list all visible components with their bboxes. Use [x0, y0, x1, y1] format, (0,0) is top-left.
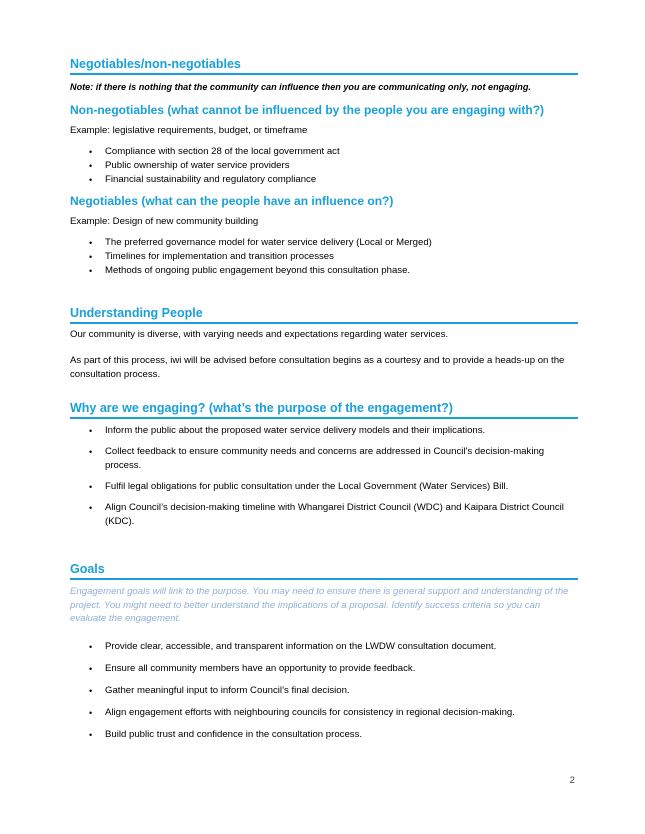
list-item: • Compliance with section 28 of the local government act [70, 145, 570, 159]
list-item: • Financial sustainability and regulatory compliance [70, 173, 570, 187]
understanding-paragraph-2: As part of this process, iwi will be advised before consultation begins as a courtesy and to provide a heads-up on the consultation process. [70, 355, 565, 380]
list-item: • Ensure all community members have an opportunity to provide feedback. [70, 662, 570, 676]
list-item: • Timelines for implementation and transition processes [70, 250, 570, 264]
list-item: • Inform the public about the proposed water service delivery models and their implications. [70, 424, 570, 438]
subheading-negotiables: Negotiables (what can the people have an influence on?) [70, 194, 394, 208]
note-period: . [528, 82, 531, 92]
purpose-list [70, 424, 570, 536]
list-item: • Gather meaningful input to inform Council’s final decision. [70, 684, 570, 698]
subheading-non-negotiables: Non-negotiables (what cannot be influenced by the people you are engaging with?) [70, 103, 545, 117]
non-negotiables-example: Example: legislative requirements, budget, or timeframe [70, 125, 308, 136]
list-item: • Provide clear, accessible, and transparent information on the LWDW consultation document. [70, 640, 570, 654]
non-negotiables-list [70, 145, 570, 187]
list-item: • The preferred governance model for water service delivery (Local or Merged) [70, 236, 570, 250]
list-item: • Methods of ongoing public engagement beyond this consultation phase. [70, 264, 570, 278]
list-item: • Align engagement efforts with neighbouring councils for consistency in regional decision-making. [70, 706, 570, 720]
page-number: 2 [569, 775, 575, 786]
section-heading-why-engaging: Why are we engaging? (what’s the purpose of the engagement?) [70, 400, 578, 419]
list-item: • Fulfil legal obligations for public consultation under the Local Government (Water Services) Bill. [70, 480, 570, 494]
negotiables-list [70, 236, 570, 278]
understanding-paragraph-1: Our community is diverse, with varying needs and expectations regarding water services. [70, 329, 449, 340]
list-item: • Public ownership of water service providers [70, 159, 570, 173]
goals-list [70, 640, 570, 750]
note-emphasis: Note: if there is nothing that the community can influence then you are communicating only, not engaging [70, 82, 529, 92]
list-item: • Align Council’s decision-making timeline with Whangarei District Council (WDC) and Kaipara District Council (KDC). [70, 501, 570, 529]
list-item: • Build public trust and confidence in the consultation process. [70, 728, 570, 742]
note-text [70, 81, 578, 94]
negotiables-example: Example: Design of new community building [70, 216, 259, 227]
goals-guidance-text: Engagement goals will link to the purpose. You may need to ensure there is general support and understanding of the project. You might need to better understand the implications of a proposal. Identify success criteria so you can evaluate the engagement. [70, 586, 569, 624]
section-heading-understanding-people: Understanding People [70, 305, 578, 324]
list-item: • Collect feedback to ensure community needs and concerns are addressed in Council's decision-making process. [70, 445, 570, 473]
section-heading-goals: Goals [70, 561, 578, 580]
section-heading-negotiables: Negotiables/non-negotiables [70, 56, 578, 75]
